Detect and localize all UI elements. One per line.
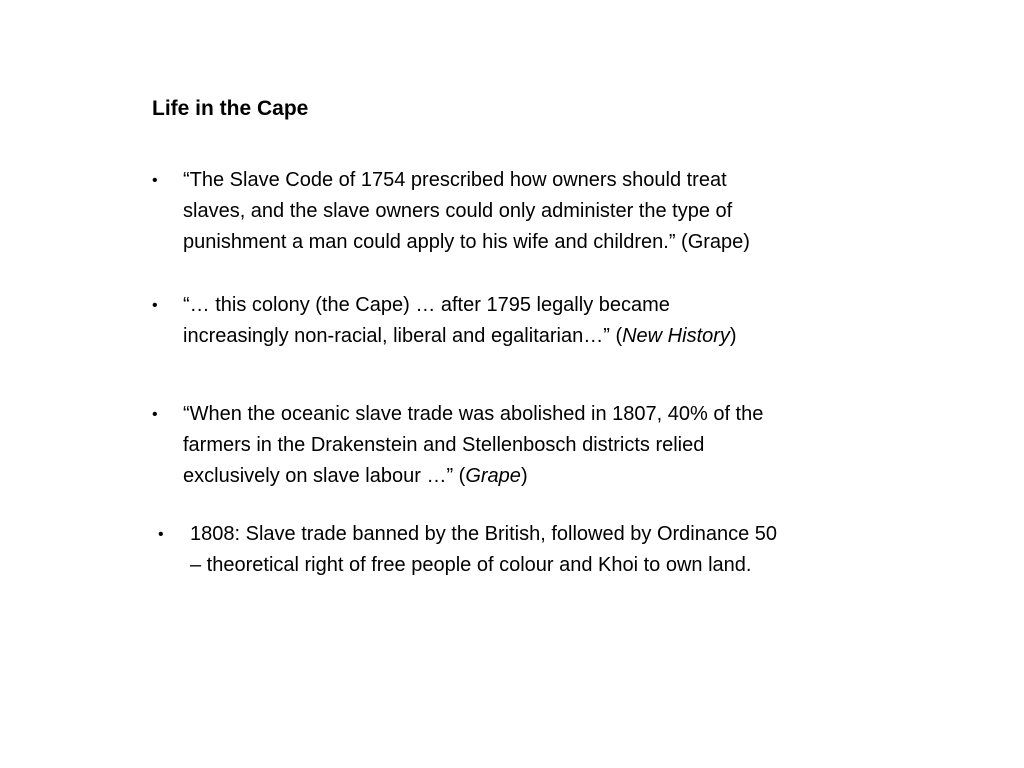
bullet-marker: • [152, 172, 158, 189]
bullet-line-text: ) [729, 325, 737, 347]
bullet-text [183, 399, 763, 492]
bullet-line [183, 461, 763, 492]
bullet-line: “… this colony (the Cape) … after 1795 legally became [183, 294, 670, 316]
bullet-line: 1808: Slave trade banned by the British, followed by Ordinance 50 [190, 523, 778, 545]
bullet-marker: • [158, 526, 164, 543]
bullet-line: slaves, and the slave owners could only administer the type of [183, 200, 733, 222]
bullet-text [183, 165, 750, 258]
bullet-marker: • [152, 297, 158, 314]
bullet-line: farmers in the Drakenstein and Stellenbosch districts relied [183, 434, 705, 456]
bullet-text [183, 290, 737, 352]
bullet-line: “When the oceanic slave trade was abolished in 1807, 40% of the [183, 403, 764, 425]
source-citation: New History [622, 325, 730, 347]
bullet-line: punishment a man could apply to his wife and children.” (Grape) [183, 231, 750, 253]
bullet-line-text: exclusively on slave labour …” ( [183, 465, 466, 487]
bullet-line-text: increasingly non-racial, liberal and egalitarian…” ( [183, 325, 623, 347]
source-citation: Grape [465, 465, 521, 487]
bullet-text [190, 519, 777, 581]
bullet-line: “The Slave Code of 1754 prescribed how owners should treat [183, 169, 727, 191]
bullet-marker: • [152, 406, 158, 423]
bullet-line-text: ) [520, 465, 528, 487]
bullet-line [183, 321, 737, 352]
bullet-line: – theoretical right of free people of colour and Khoi to own land. [190, 554, 752, 576]
slide-title: Life in the Cape [152, 97, 309, 120]
